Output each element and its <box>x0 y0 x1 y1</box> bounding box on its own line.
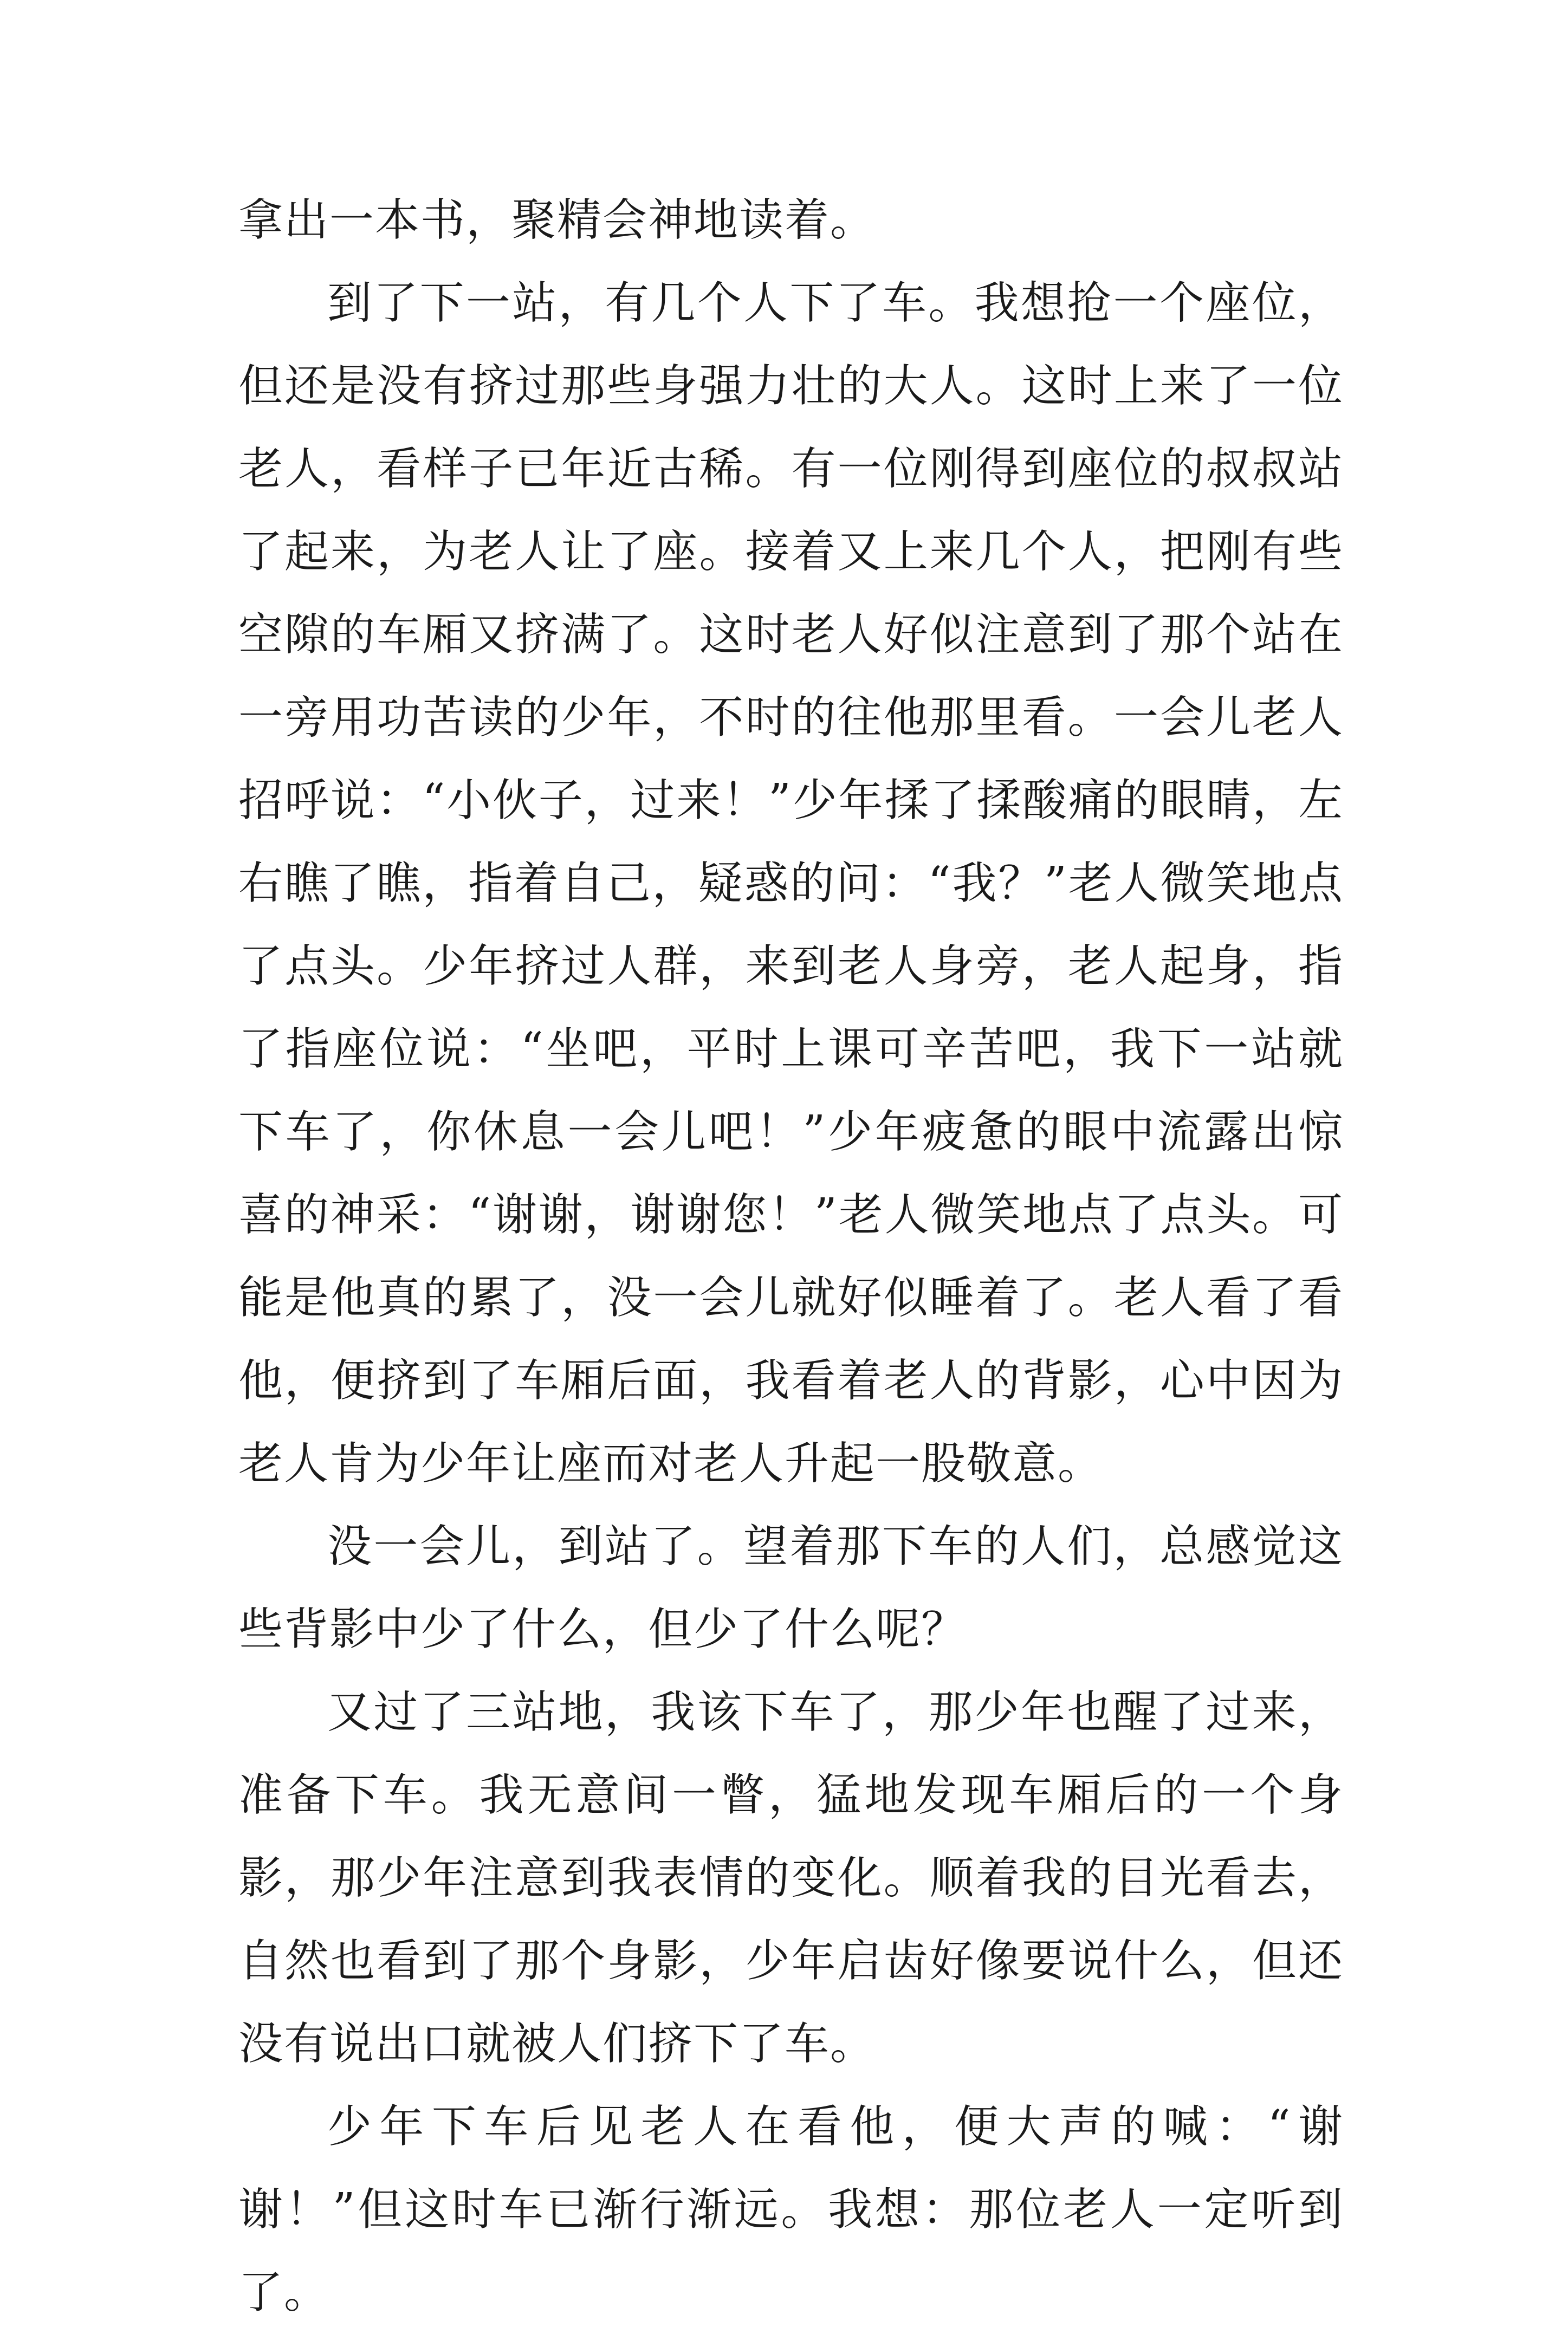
paragraph-4: 又过了三站地，我该下车了，那少年也醒了过来，准备下车。我无意间一瞥，猛地发现车厢后的一个身影，那少年注意到我表情的变化。顺着我的目光看去，自然也看到了那个身影，少年启齿好像要说什么，但还没有说出口就被人们挤下了车。 <box>238 1687 1344 2070</box>
paragraph-2: 到了下一站，有几个人下了车。我想抢一个座位，但还是没有挤过那些身强力壮的大人。这时上来了一位老人，看样子已年近古稀。有一位刚得到座位的叔叔站了起来，为老人让了座。接着又上来几个人，把刚有些空隙的车厢又挤满了。这时老人好似注意到了那个站在一旁用功苦读的少年，不时的往他那里看。一会儿老人招呼说：“小伙子，过来！”少年揉了揉酸痛的眼睛，左右瞧了瞧，指着自己，疑惑的问：“我？”老人微笑地点了点头。少年挤过人群，来到老人身旁，老人起身，指了指座位说：“坐吧，平时上课可辛苦吧，我下一站就下车了，你休息一会儿吧！”少年疲惫的眼中流露出惊喜的神采：“谢谢，谢谢您！”老人微笑地点了点头。可能是他真的累了，没一会儿就好似睡着了。老人看了看他，便挤到了车厢后面，我看着老人的背影，心中因为老人肯为少年让座而对老人升起一股敬意。 <box>238 277 1344 1489</box>
paragraph-1: 拿出一本书，聚精会神地读着。 <box>238 194 876 246</box>
paragraph-3: 没一会儿，到站了。望着那下车的人们，总感觉这些背影中少了什么，但少了什么呢？ <box>238 1521 1344 1655</box>
paragraph-5: 少年下车后见老人在看他，便大声的喊：“谢谢！”但这时车已渐行渐远。我想：那位老人一定听到了。 <box>238 2101 1344 2318</box>
document-body <box>238 179 1344 2334</box>
